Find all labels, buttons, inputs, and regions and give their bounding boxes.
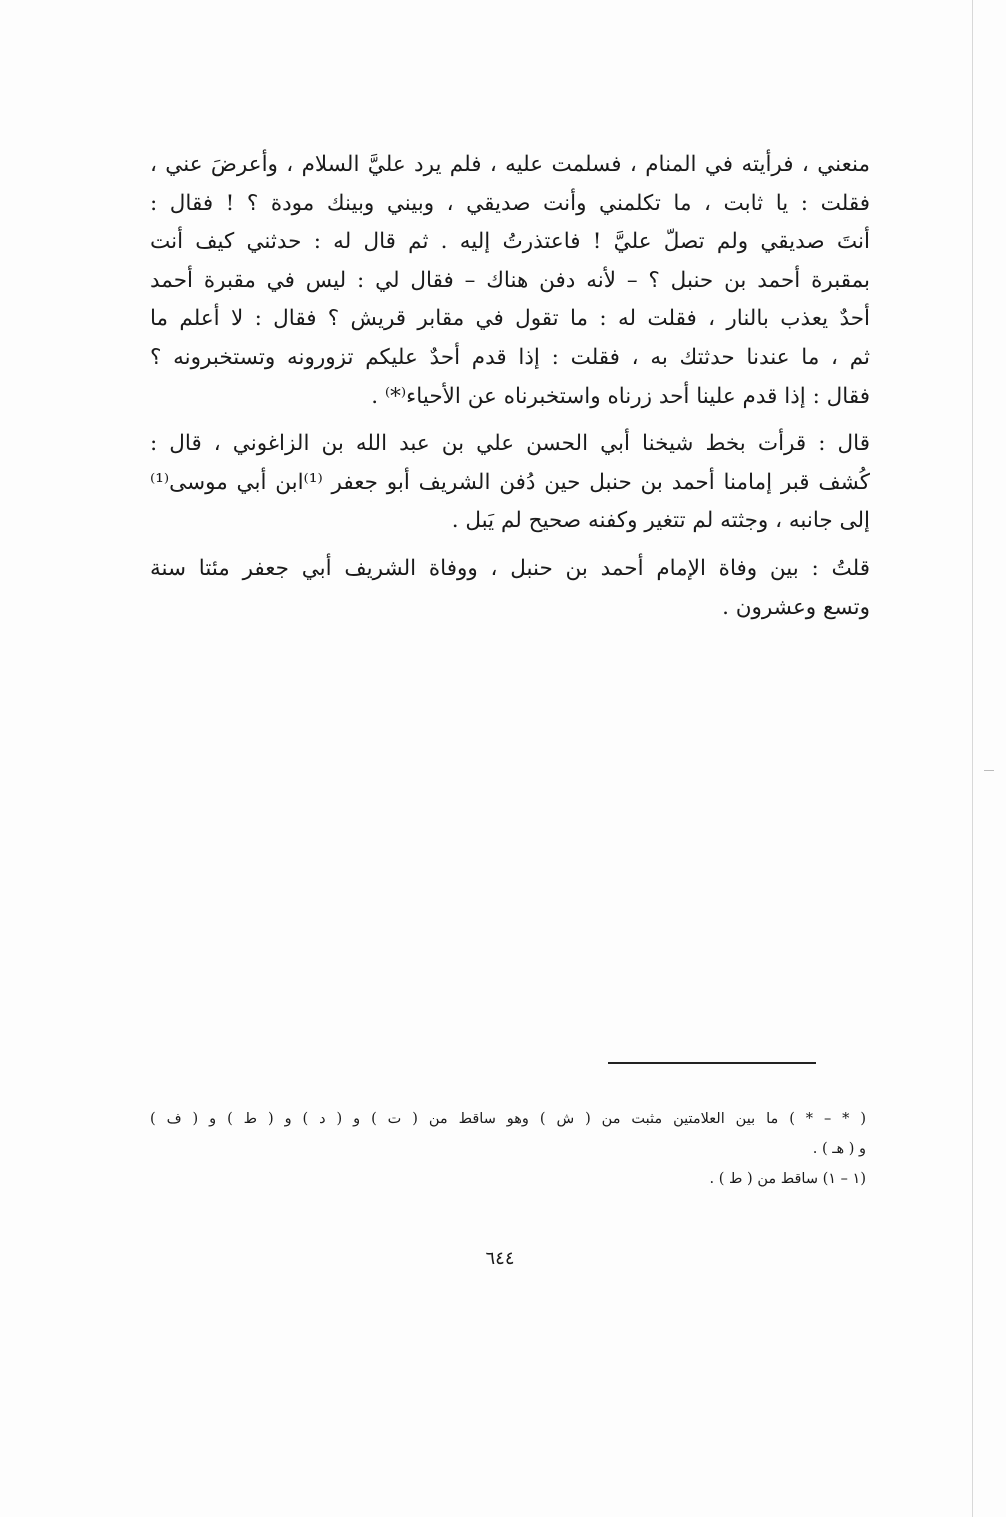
text-line: بمقبرة أحمد بن حنبل ؟ – لأنه دفن هناك – فقال لي : ليس في مقبرة أحمد bbox=[150, 267, 870, 293]
text-line: وتسع وعشرون . bbox=[722, 594, 870, 620]
text-line: ثم ، ما عندنا حدثتك به ، فقلت : إذا قدم أحدٌ عليكم تزورونه وتستخبرونه ؟ bbox=[150, 344, 870, 370]
footnote-separator bbox=[608, 1062, 816, 1064]
footnote-line: ( * – * ) ما بين العلامتين مثبت من ( ش ) وهو ساقط من ( ت ) و ( د ) و ( ط ) و ( ف ) bbox=[150, 1111, 866, 1127]
scan-edge-line bbox=[972, 0, 973, 1517]
scan-mark bbox=[984, 770, 994, 771]
text-line: كُشف قبر إمامنا أحمد بن حنبل حين دُفن الشريف أبو جعفر ⁽¹⁾ابن أبي موسى⁽¹⁾ bbox=[150, 469, 870, 495]
footnote-line: (١ – ١) ساقط من ( ط ) . bbox=[709, 1171, 866, 1187]
text-line: فقلت : يا ثابت ، ما تكلمني وأنت صديقي ، وبيني وبينك مودة ؟ ! فقال : bbox=[150, 190, 870, 216]
page-number: ٦٤٤ bbox=[485, 1248, 515, 1269]
text-line: فقال : إذا قدم علينا أحد زرناه واستخبرناه عن الأحياء⁽*⁾ . bbox=[371, 383, 870, 409]
paragraph-1 bbox=[150, 146, 870, 416]
paragraph-2 bbox=[150, 425, 870, 541]
footnote-line: و ( هـ ) . bbox=[812, 1141, 866, 1157]
text-line: أحدٌ يعذب بالنار ، فقلت له : ما تقول في مقابر قريش ؟ فقال : لا أعلم ما bbox=[150, 306, 870, 332]
main-text bbox=[150, 146, 870, 627]
text-line: قلتُ : بين وفاة الإمام أحمد بن حنبل ، ووفاة الشريف أبي جعفر مئتا سنة bbox=[150, 555, 870, 581]
text-line: قال : قرأت بخط شيخنا أبي الحسن علي بن عبد الله بن الزاغوني ، قال : bbox=[150, 431, 870, 457]
text-line: إلى جانبه ، وجثته لم تتغير وكفنه صحيح لم يَبل . bbox=[451, 508, 870, 534]
footnotes bbox=[150, 1104, 866, 1194]
paragraph-3 bbox=[150, 550, 870, 627]
text-line: أنتَ صديقي ولم تصلّ عليَّ ! فاعتذرتُ إليه . ثم قال له : حدثني كيف أنت bbox=[150, 229, 870, 255]
text-line: منعني ، فرأيته في المنام ، فسلمت عليه ، فلم يرد عليَّ السلام ، وأعرضَ عني ، bbox=[150, 152, 870, 177]
